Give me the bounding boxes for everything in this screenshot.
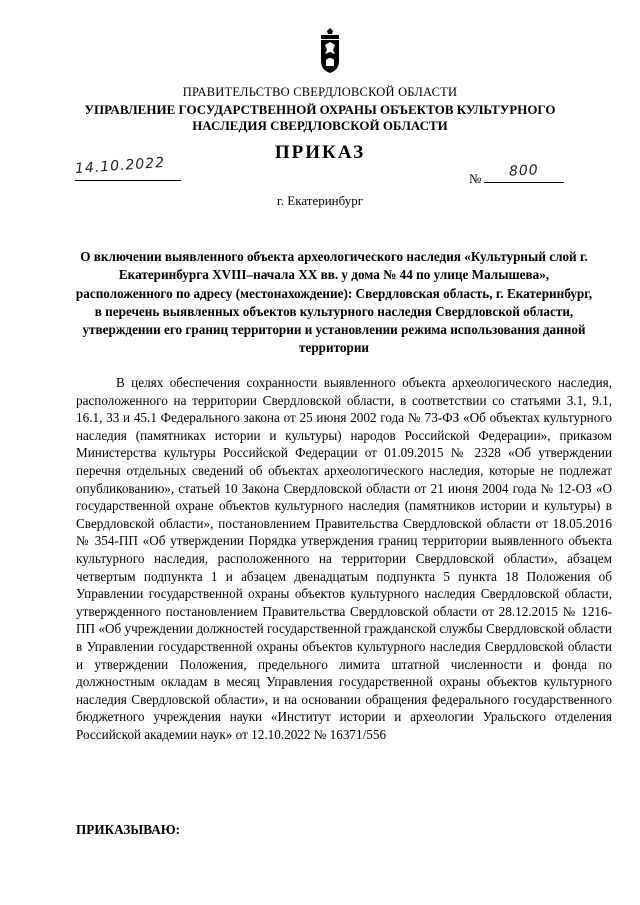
date-underline bbox=[75, 180, 181, 181]
government-name: ПРАВИТЕЛЬСТВО СВЕРДЛОВСКОЙ ОБЛАСТИ bbox=[182, 85, 458, 99]
coat-of-arms-icon bbox=[316, 28, 344, 74]
order-word: ПРИКАЗЫВАЮ: bbox=[76, 822, 180, 837]
document-number: 800 bbox=[508, 162, 540, 180]
document-subject: О включении выявленного объекта археологического наследия «Культурный слой г. Екатеринбурга XVIII–начала XX вв. у дома № 44 по улице Малышева», расположенного по адресу (местонахождение): Свердловская область, г. Екатеринбург, в перечень выявленных объектов культурного наследия Свердловской области, утверждении его границ территории и установлении режима использования данной территории bbox=[75, 249, 593, 356]
document-type: ПРИКАЗ bbox=[274, 142, 366, 163]
department-name: УПРАВЛЕНИЕ ГОСУДАРСТВЕННОЙ ОХРАНЫ ОБЪЕКТОВ КУЛЬТУРНОГО НАСЛЕДИЯ СВЕРДЛОВСКОЙ ОБЛАСТИ bbox=[84, 102, 556, 133]
document-body: В целях обеспечения сохранности выявленного объекта археологического наследия, расположенного на территории Свердловской области, в соответствии со статьями 3.1, 9.1, 16.1, 33 и 45.1 Федерального закона от 25 июня 2002 года № 73-ФЗ «Об объектах культурного наследия (памятниках истории и культуры) народов Российской Федерации», приказом Министерства культуры Российской Федерации от 01.09.2015 № 2328 «Об утверждении перечня отдельных сведений об объектах археологического наследия, которые не подлежат опубликованию», статьей 10 Закона Свердловской области от 21 июня 2004 года № 12-ОЗ «О государственной охране объектов культурного наследия (памятников истории и культуры) в Свердловской области», постановлением Правительства Свердловской области от 18.05.2016 № 354-ПП «Об утверждении Порядка утверждения границ территории выявленного объекта культурного наследия, расположенного на территории Свердловской области», абзацем четвертым подпункта 1 и абзацем двенадцатым подпункта 5 пункта 18 Положения об Управлении государственной охраны объектов культурного наследия Свердловской области, утвержденного постановлением Правительства Свердловской области от 28.12.2015 № 1216-ПП «Об учреждении должностей государственной гражданской службы Свердловской области в Управлении государственной охраны объектов культурного наследия Свердловской области и утверждении Положения, предельного лимита штатной численности и фонда по должностным окладам в месяц Управления государственной охраны объектов культурного наследия Свердловской области», и на основании обращения федерального государственного бюджетного учреждения науки «Институт истории и археологии Уральского отделения Российской академии наук» от 12.10.2022 № 16371/556 bbox=[76, 375, 612, 742]
document-city: г. Екатеринбург bbox=[276, 193, 364, 208]
number-label: № bbox=[469, 171, 482, 186]
number-underline bbox=[484, 182, 564, 183]
document-date: 14.10.2022 bbox=[74, 154, 166, 178]
